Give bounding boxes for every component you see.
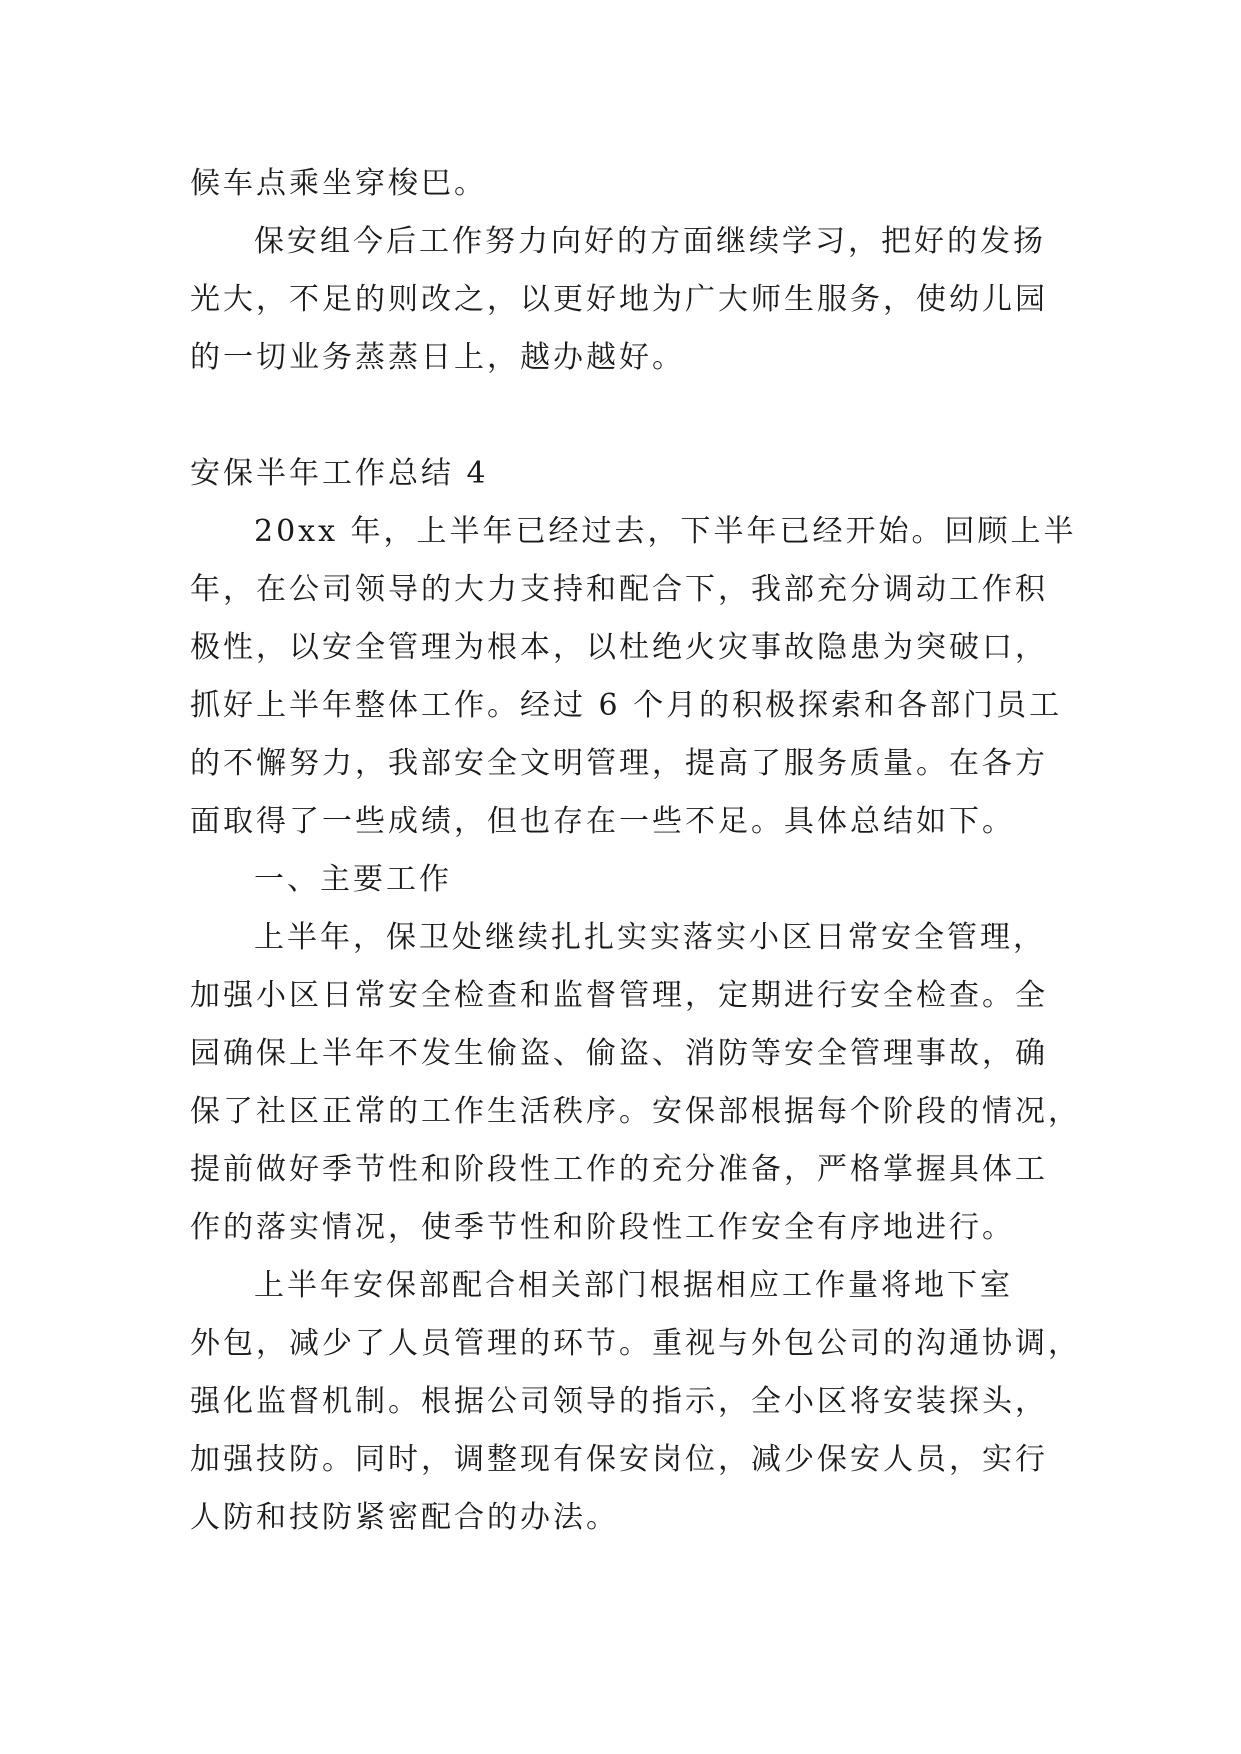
paragraph-line: 人防和技防紧密配合的办法。 xyxy=(190,1500,619,1535)
document-body xyxy=(190,155,1081,1547)
paragraph-line: 上半年，保卫处继续扎扎实实落实小区日常安全管理， xyxy=(254,920,1046,955)
body-paragraph-1 xyxy=(190,909,1081,1257)
subheading: 一、主要工作 xyxy=(254,862,452,897)
paragraph-line: 的一切业务蒸蒸日上，越办越好。 xyxy=(190,340,685,375)
paragraph-line: 园确保上半年不发生偷盗、偷盗、消防等安全管理事故，确 xyxy=(190,1036,1048,1071)
paragraph-line: 作的落实情况，使季节性和阶段性工作安全有序地进行。 xyxy=(190,1210,1015,1245)
body-paragraph-2 xyxy=(190,1257,1081,1547)
closing-paragraph xyxy=(190,213,1050,387)
paragraph-line: 光大，不足的则改之，以更好地为广大师生服务，使幼儿园 xyxy=(190,282,1048,317)
paragraph-line: 的不懈努力，我部安全文明管理，提高了服务质量。在各方 xyxy=(190,746,1048,781)
paragraph-line: 20xx 年，上半年已经过去，下半年已经开始。回顾上半 xyxy=(254,514,1077,549)
paragraph-line: 加强小区日常安全检查和监督管理，定期进行安全检查。全 xyxy=(190,978,1048,1013)
paragraph-line: 抓好上半年整体工作。经过 6 个月的积极探索和各部门员工 xyxy=(190,688,1063,723)
paragraph-line: 极性，以安全管理为根本，以杜绝火灾事故隐患为突破口， xyxy=(190,630,1048,665)
section-title: 安保半年工作总结 4 xyxy=(190,456,489,491)
intro-paragraph xyxy=(190,503,1077,851)
subheading-block xyxy=(190,851,1050,909)
paragraph-line: 强化监督机制。根据公司领导的指示，全小区将安装探头， xyxy=(190,1384,1048,1419)
paragraph-line: 面取得了一些成绩，但也存在一些不足。具体总结如下。 xyxy=(190,804,1015,839)
paragraph-line: 外包，减少了人员管理的环节。重视与外包公司的沟通协调， xyxy=(190,1326,1081,1361)
paragraph-line: 年，在公司领导的大力支持和配合下，我部充分调动工作积 xyxy=(190,572,1048,607)
paragraph-line: 保安组今后工作努力向好的方面继续学习，把好的发扬 xyxy=(254,224,1046,259)
continuation-paragraph xyxy=(190,155,1050,213)
paragraph-line: 候车点乘坐穿梭巴。 xyxy=(190,166,487,201)
paragraph-line: 上半年安保部配合相关部门根据相应工作量将地下室 xyxy=(254,1268,1013,1303)
paragraph-line: 保了社区正常的工作生活秩序。安保部根据每个阶段的情况， xyxy=(190,1094,1081,1129)
paragraph-line: 提前做好季节性和阶段性工作的充分准备，严格掌握具体工 xyxy=(190,1152,1048,1187)
paragraph-line: 加强技防。同时，调整现有保安岗位，减少保安人员，实行 xyxy=(190,1442,1048,1477)
section-title-block xyxy=(190,445,1050,503)
